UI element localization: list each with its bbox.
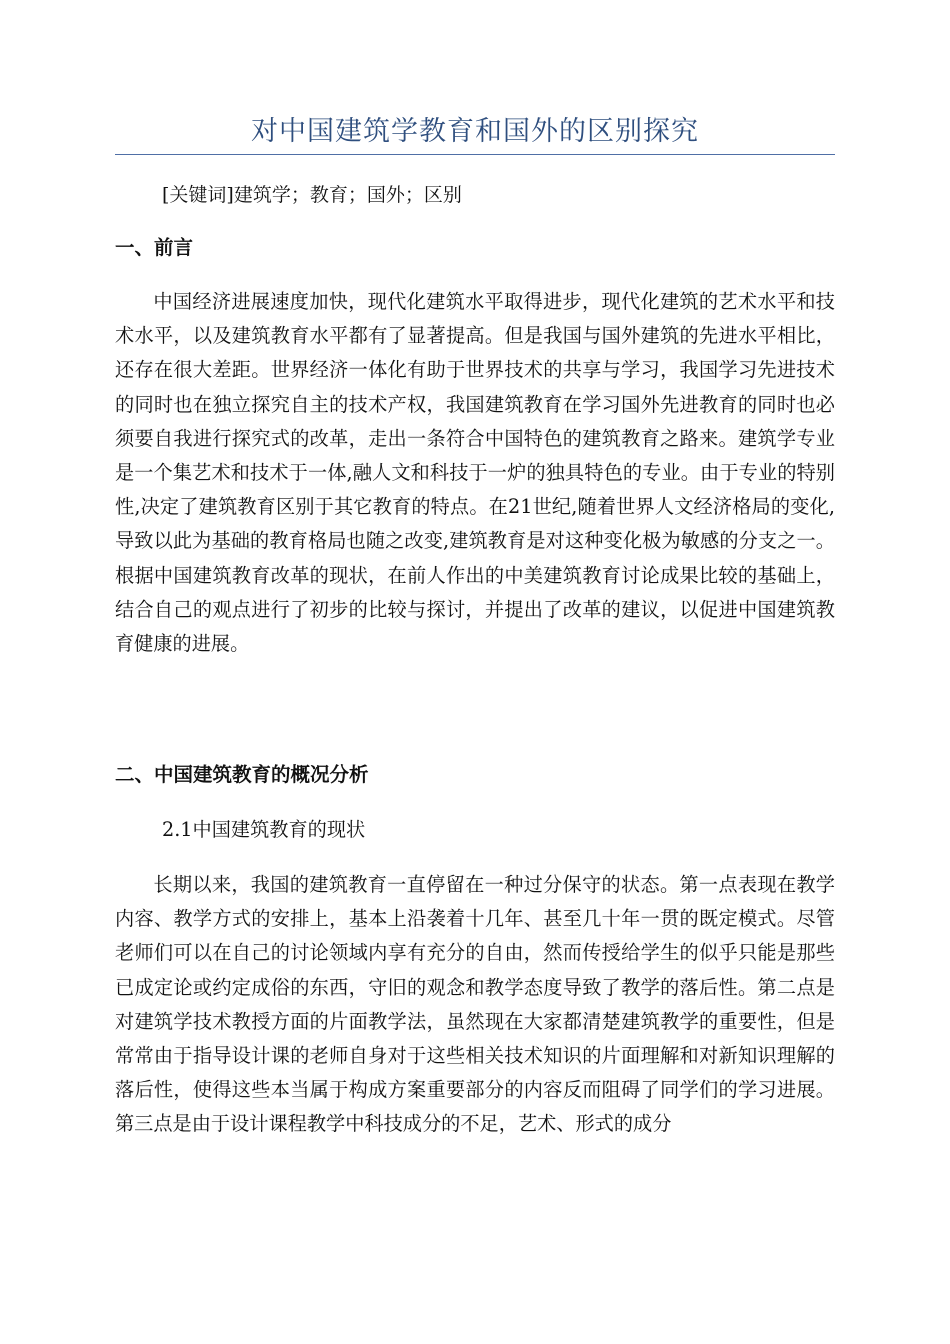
section-heading-overview: 二、中国建筑教育的概况分析 xyxy=(115,763,369,786)
section-heading-preface: 一、前言 xyxy=(115,236,194,259)
preface-paragraph: 中国经济进展速度加快，现代化建筑水平取得进步，现代化建筑的艺术水平和技术水平，以及建筑教育水平都有了显著提高。但是我国与国外建筑的先进水平相比，还存在很大差距。世界经济一体化有助于世界技术的共享与学习，我国学习先进技术的同时也在独立探究自主的技术产权，我国建筑教育在学习国外先进教育的同时也必须要自我进行探究式的改革，走出一条符合中国特色的建筑教育之路来。建筑学专业是一个集艺术和技术于一体,融人文和科技于一炉的独具特色的专业。由于专业的特别性,决定了建筑教育区别于其它教育的特点。在21世纪,随着世界人文经济格局的变化,导致以此为基础的教育格局也随之改变,建筑教育是对这种变化极为敏感的分支之一。根据中国建筑教育改革的现状，在前人作出的中美建筑教育讨论成果比较的基础上，结合自己的观点进行了初步的比较与探讨，并提出了改革的建议，以促进中国建筑教育健康的进展。 xyxy=(115,290,835,656)
document-title: 对中国建筑学教育和国外的区别探究 xyxy=(251,116,699,147)
keywords-line: [关键词]建筑学；教育；国外；区别 xyxy=(162,184,462,206)
status-paragraph: 长期以来，我国的建筑教育一直停留在一种过分保守的状态。第一点表现在教学内容、教学方式的安排上，基本上沿袭着十几年、甚至几十年一贯的既定模式。尽管老师们可以在自己的讨论领域内享有充分的自由，然而传授给学生的似乎只能是那些已成定论或约定成俗的东西，守旧的观念和教学态度导致了教学的落后性。第二点是对建筑学技术教授方面的片面教学法，虽然现在大家都清楚建筑教学的重要性，但是常常由于指导设计课的老师自身对于这些相关技术知识的片面理解和对新知识理解的落后性，使得这些本当属于构成方案重要部分的内容反而阻碍了同学们的学习进展。第三点是由于设计课程教学中科技成分的不足，艺术、形式的成分 xyxy=(115,873,835,1136)
title-underline xyxy=(115,154,835,155)
subsection-heading-status: 2.1中国建筑教育的现状 xyxy=(162,818,366,841)
